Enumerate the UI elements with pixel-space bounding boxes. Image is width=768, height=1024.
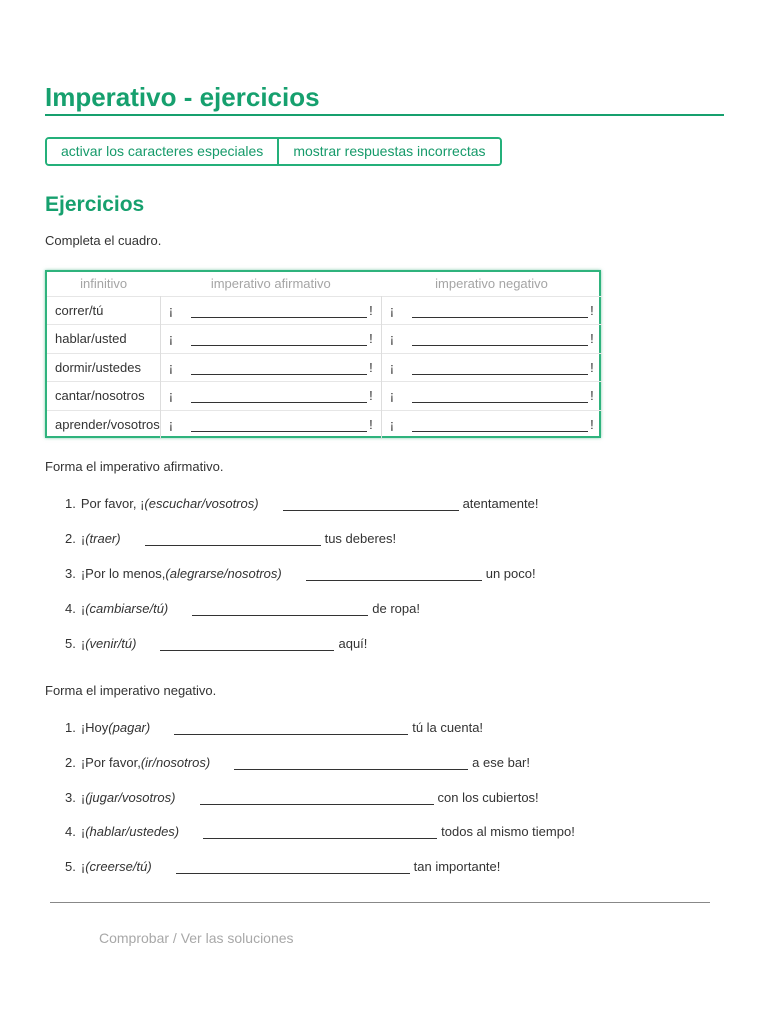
check-solutions-link[interactable]: Comprobar / Ver las soluciones	[99, 930, 294, 946]
closing-exclamation: !	[369, 331, 373, 347]
exercise-prefix: ¡	[80, 636, 86, 651]
opening-exclamation: ¡	[168, 359, 174, 375]
closing-exclamation: !	[590, 417, 594, 432]
negative-answer-input[interactable]	[412, 303, 588, 318]
exercise-prefix: ¡Por favor,	[80, 754, 141, 770]
negative-answer-input[interactable]	[412, 417, 588, 432]
exercise-number: 2.	[65, 754, 76, 770]
affirmative-cell	[160, 353, 381, 382]
table-row	[47, 410, 602, 439]
negative-cell	[381, 353, 602, 382]
infinitive-cell: correr/tú	[55, 302, 104, 318]
toolbar	[45, 137, 502, 166]
opening-exclamation: ¡	[168, 388, 174, 404]
exercise-prefix: ¡Por lo menos,	[80, 566, 166, 581]
negative-cell	[381, 382, 602, 411]
opening-exclamation: ¡	[389, 388, 395, 404]
opening-exclamation: ¡	[168, 417, 174, 432]
closing-exclamation: !	[590, 359, 594, 375]
closing-exclamation: !	[369, 359, 373, 375]
verb-hint: (cambiarse/tú)	[85, 601, 169, 616]
exercise-suffix: aquí!	[338, 636, 368, 651]
affirmative-fill-row	[161, 388, 381, 403]
negative-cell	[381, 325, 602, 354]
exercise-suffix: atentamente!	[462, 496, 539, 511]
exercise-prefix: ¡	[80, 824, 86, 840]
exercise-prefix: ¡	[80, 601, 86, 616]
opening-exclamation: ¡	[389, 331, 395, 347]
exercise-number: 1.	[65, 720, 76, 735]
exercise-prefix: ¡	[80, 531, 86, 546]
opening-exclamation: ¡	[168, 331, 174, 347]
answer-input[interactable]	[203, 824, 437, 839]
verb-hint: (ir/nosotros)	[140, 754, 211, 770]
negative-fill-row	[382, 417, 602, 432]
negative-fill-row	[382, 388, 602, 403]
section-title: Ejercicios	[45, 193, 145, 216]
exercise-number: 4.	[65, 824, 76, 840]
affirmative-fill-row	[161, 303, 381, 318]
answer-input[interactable]	[176, 859, 410, 874]
negative-answer-input[interactable]	[412, 331, 588, 346]
infinitive-cell: dormir/ustedes	[55, 359, 141, 375]
exercise-item	[65, 531, 396, 546]
infinitive-cell: hablar/usted	[55, 331, 127, 347]
table-instruction: Completa el cuadro.	[45, 233, 162, 248]
verb-hint: (alegrarse/nosotros)	[165, 566, 282, 581]
page-title: Imperativo - ejercicios	[45, 82, 724, 116]
closing-exclamation: !	[369, 388, 373, 404]
affirmative-fill-row	[161, 417, 381, 432]
header-negative: imperativo negativo	[435, 276, 548, 292]
exercise-number: 4.	[65, 601, 76, 616]
affirmative-answer-input[interactable]	[191, 388, 367, 403]
affirmative-answer-input[interactable]	[191, 303, 367, 318]
answer-input[interactable]	[200, 790, 434, 805]
opening-exclamation: ¡	[168, 302, 174, 318]
exercise-suffix: un poco!	[485, 566, 536, 581]
affirmative-answer-input[interactable]	[191, 360, 367, 375]
exercise-number: 3.	[65, 566, 76, 581]
affirmative-cell	[160, 325, 381, 354]
exercise-suffix: tú la cuenta!	[412, 720, 484, 735]
exercise-item	[65, 859, 500, 874]
affirmative-answer-input[interactable]	[191, 417, 367, 432]
divider	[50, 902, 710, 903]
negative-answer-input[interactable]	[412, 388, 588, 403]
exercise-prefix: ¡Hoy	[80, 720, 109, 735]
exercise-item	[65, 496, 538, 511]
negative-answer-input[interactable]	[412, 360, 588, 375]
header-infinitive: infinitivo	[80, 276, 128, 292]
affirmative-fill-row	[161, 360, 381, 375]
exercise-number: 2.	[65, 531, 76, 546]
verb-hint: (jugar/vosotros)	[85, 789, 176, 805]
exercise-item	[65, 755, 530, 770]
closing-exclamation: !	[590, 331, 594, 347]
verb-hint: (pagar)	[108, 720, 151, 735]
exercise-prefix: ¡	[80, 859, 86, 874]
exercise-item	[65, 601, 420, 616]
infinitive-cell: cantar/nosotros	[55, 388, 145, 404]
affirmative-cell	[160, 382, 381, 411]
opening-exclamation: ¡	[389, 302, 395, 318]
exercise-number: 1.	[65, 496, 76, 511]
exercise-suffix: con los cubiertos!	[437, 789, 539, 805]
closing-exclamation: !	[369, 302, 373, 318]
affirmative-instruction: Forma el imperativo afirmativo.	[45, 459, 224, 474]
answer-input[interactable]	[283, 496, 459, 511]
infinitive-cell: aprender/vosotros	[55, 417, 160, 432]
negative-cell	[381, 410, 602, 439]
exercise-number: 5.	[65, 636, 76, 651]
verb-hint: (traer)	[85, 531, 121, 546]
negative-fill-row	[382, 360, 602, 375]
exercise-suffix: tan importante!	[413, 859, 501, 874]
show-wrong-answers-button[interactable]: mostrar respuestas incorrectas	[277, 139, 499, 164]
verb-hint: (hablar/ustedes)	[85, 824, 180, 840]
answer-input[interactable]	[174, 720, 408, 735]
closing-exclamation: !	[590, 388, 594, 404]
closing-exclamation: !	[590, 302, 594, 318]
exercise-suffix: a ese bar!	[472, 754, 530, 770]
exercise-item	[65, 720, 483, 735]
exercise-item	[65, 790, 539, 805]
table-row	[47, 296, 602, 325]
table-row	[47, 325, 602, 354]
negative-fill-row	[382, 331, 602, 346]
table-row	[47, 353, 602, 382]
negative-fill-row	[382, 303, 602, 318]
answer-input[interactable]	[160, 636, 334, 651]
answer-input[interactable]	[306, 566, 482, 581]
conjugation-table	[45, 270, 601, 438]
verb-hint: (escuchar/vosotros)	[144, 496, 259, 511]
exercise-number: 3.	[65, 789, 76, 805]
affirmative-fill-row	[161, 331, 381, 346]
exercise-number: 5.	[65, 859, 76, 874]
table-row	[47, 382, 602, 411]
answer-input[interactable]	[192, 601, 368, 616]
exercise-item	[65, 566, 536, 581]
exercise-item	[65, 824, 575, 839]
exercise-suffix: de ropa!	[372, 601, 420, 616]
negative-instruction: Forma el imperativo negativo.	[45, 683, 217, 698]
exercise-suffix: todos al mismo tiempo!	[441, 824, 575, 840]
opening-exclamation: ¡	[389, 359, 395, 375]
affirmative-cell	[160, 296, 381, 325]
verb-hint: (creerse/tú)	[85, 859, 152, 874]
answer-input[interactable]	[234, 755, 468, 770]
exercise-prefix: ¡	[80, 789, 86, 805]
closing-exclamation: !	[369, 417, 373, 432]
opening-exclamation: ¡	[389, 417, 395, 432]
affirmative-cell	[160, 410, 381, 439]
special-characters-button[interactable]: activar los caracteres especiales	[47, 139, 277, 164]
affirmative-answer-input[interactable]	[191, 331, 367, 346]
answer-input[interactable]	[145, 531, 321, 546]
header-affirmative: imperativo afirmativo	[210, 276, 331, 292]
exercise-suffix: tus deberes!	[324, 531, 397, 546]
exercise-prefix: Por favor, ¡	[80, 496, 145, 511]
verb-hint: (venir/tú)	[85, 636, 137, 651]
negative-cell	[381, 296, 602, 325]
exercise-item	[65, 636, 367, 651]
